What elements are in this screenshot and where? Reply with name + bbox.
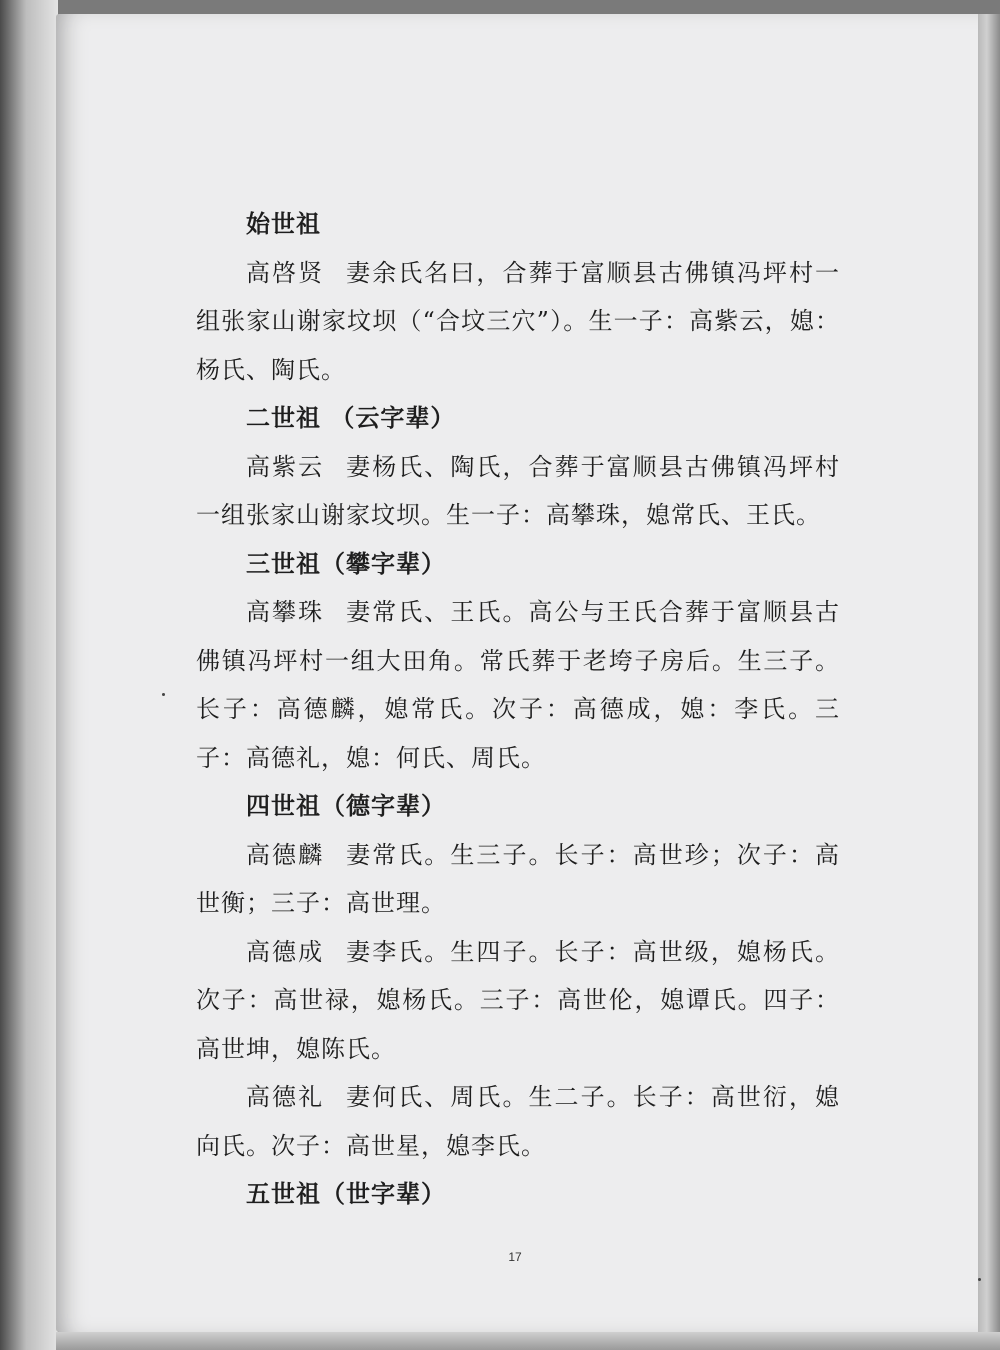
section-heading: 五世祖（世字辈） (246, 1180, 446, 1208)
section-heading: 始世祖 (246, 210, 321, 238)
person-name: 高德麟 (246, 840, 325, 869)
section-heading: 三世祖（攀字辈） (246, 549, 446, 578)
entry-paragraph (196, 443, 840, 540)
section-heading: 二世祖 （云字辈） (246, 404, 456, 432)
section-heading: 四世祖（德字辈） (246, 792, 446, 820)
scan-speck (162, 693, 165, 696)
person-name: 高德成 (246, 937, 325, 966)
entry-paragraph (196, 1073, 840, 1170)
genealogy-text (196, 200, 840, 1219)
person-name: 高德礼 (246, 1083, 325, 1111)
entry-paragraph (196, 928, 840, 1074)
entry-paragraph (196, 588, 840, 782)
person-name: 高紫云 (246, 452, 325, 481)
person-name: 高攀珠 (246, 598, 325, 626)
entry-paragraph (196, 831, 840, 928)
page-stack-edge (978, 14, 1000, 1350)
entry-text: 妻常氏。生三子。长子：高世珍；次子：高世衡；三子：高世理。 (196, 840, 841, 917)
entry-text: 妻李氏。生四子。长子：高世级，媳杨氏。次子：高世禄，媳杨氏。三子：高世伦，媳谭氏。四子：高世坤，媳陈氏。 (196, 937, 841, 1063)
page-bottom-edge (56, 1332, 1000, 1350)
entry-text: 妻余氏名曰，合葬于富顺县古佛镇冯坪村一组张家山谢家坟坝（“合坟三穴”）。生一子：高紫云，媳：杨氏、陶氏。 (196, 258, 841, 384)
entry-paragraph (196, 249, 840, 395)
entry-text: 妻杨氏、陶氏，合葬于富顺县古佛镇冯坪村一组张家山谢家坟坝。生一子：高攀珠，媳常氏、王氏。 (196, 452, 841, 529)
book-spine-shadow (0, 0, 58, 1350)
entry-text: 妻常氏、王氏。高公与王氏合葬于富顺县古佛镇冯坪村一组大田角。常氏葬于老垮子房后。生三子。长子：高德麟，媳常氏。次子：高德成，媳：李氏。三子：高德礼，媳：何氏、周氏。 (196, 598, 841, 772)
person-name: 高啓贤 (246, 258, 325, 287)
page-number: 17 (508, 1250, 522, 1264)
entry-text: 妻何氏、周氏。生二子。长子：高世衍，媳向氏。次子：高世星，媳李氏。 (196, 1083, 841, 1160)
scan-speck (978, 1278, 981, 1281)
